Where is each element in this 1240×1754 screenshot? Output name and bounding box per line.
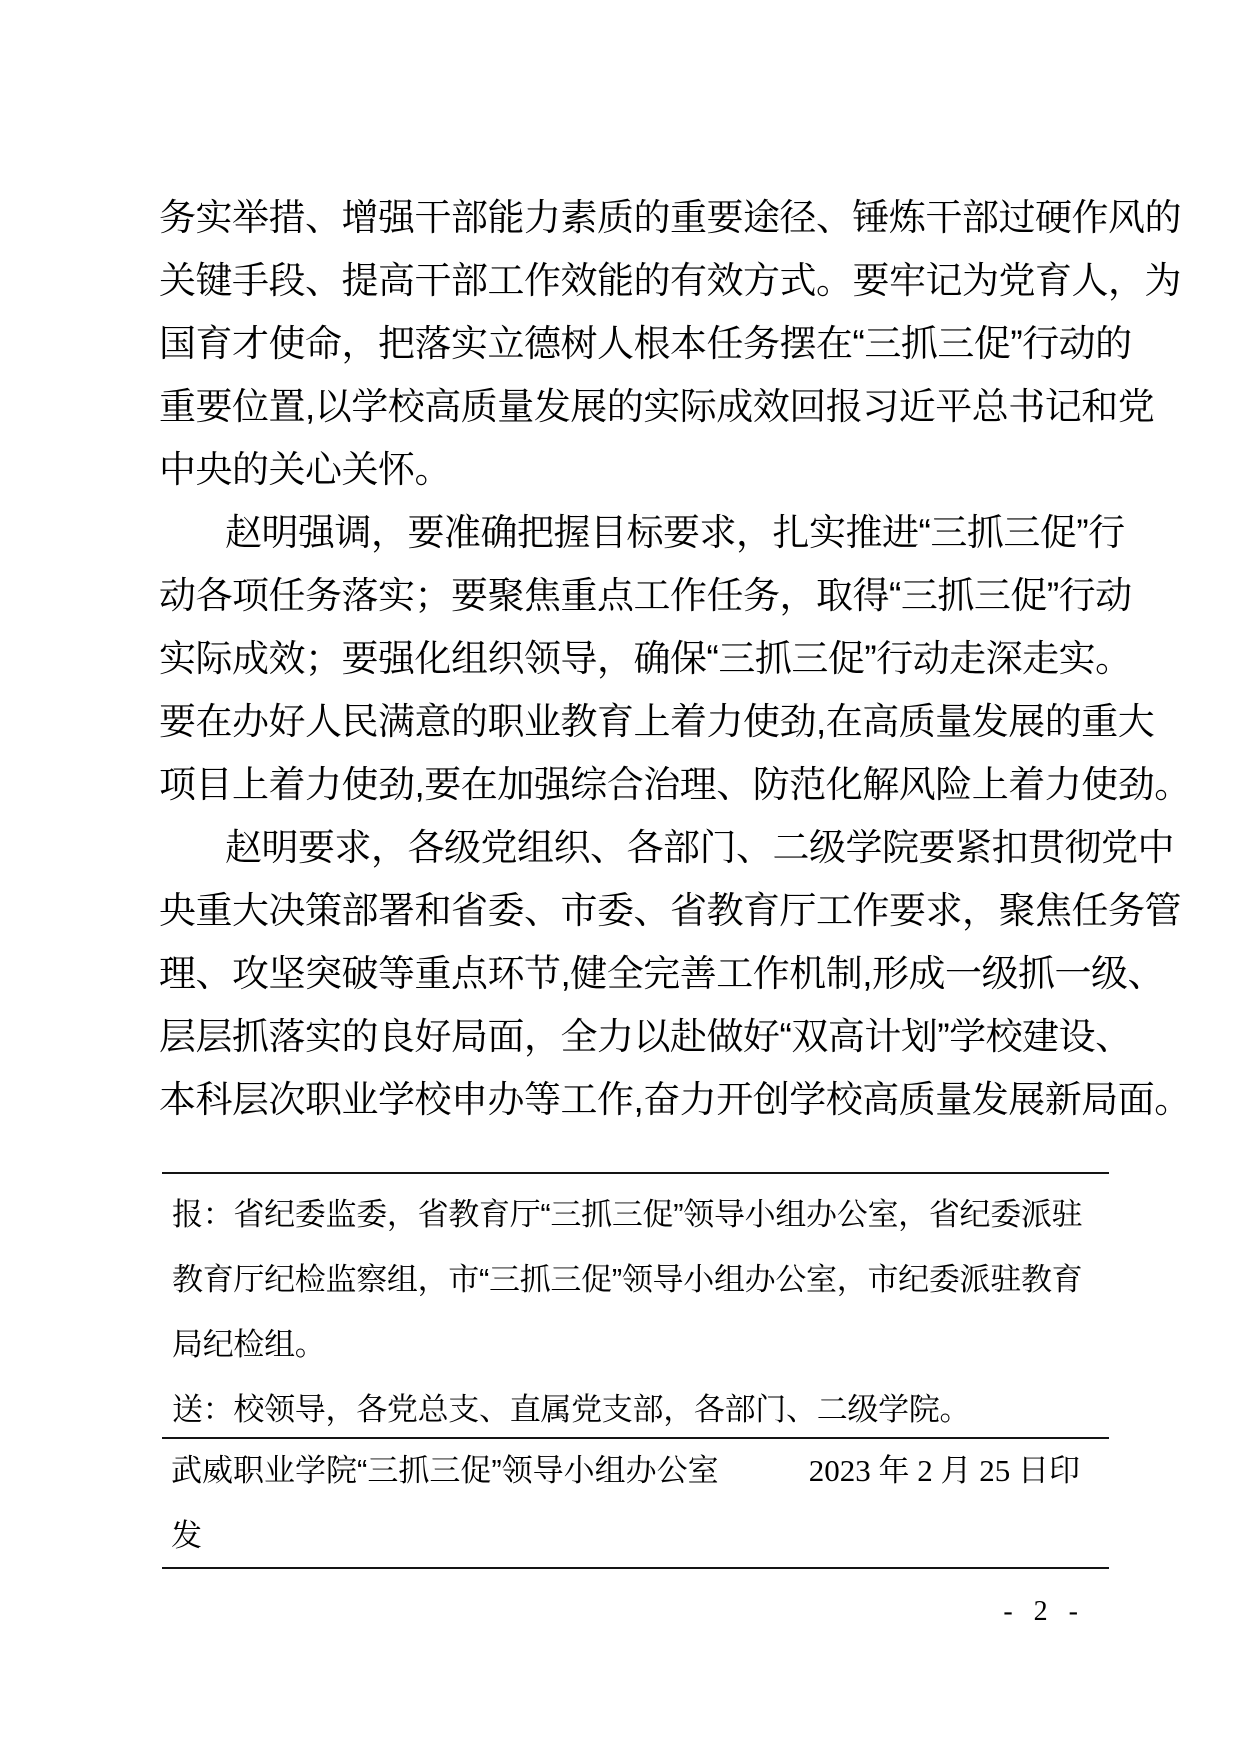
page-number: - 2 - <box>1003 1596 1085 1627</box>
body-line: 中央的关心关怀。 <box>159 449 451 490</box>
issuing-office: 武威职业学院“三抓三促”领导小组办公室 <box>171 1453 719 1488</box>
body-line: 赵明要求，各级党组织、各部门、二级学院要紧扣贯彻党中 <box>225 827 1174 868</box>
body-line: 赵明强调，要准确把握目标要求，扎实推进“三抓三促”行 <box>225 512 1125 553</box>
note-line: 报：省纪委监委，省教育厅“三抓三促”领导小组办公室，省纪委派驻 <box>172 1197 1083 1232</box>
body-line: 要在办好人民满意的职业教育上着力使劲,在高质量发展的重大 <box>159 701 1155 742</box>
body-line: 理、攻坚突破等重点环节,健全完善工作机制,形成一级抓一级、 <box>159 953 1165 994</box>
body-line: 务实举措、增强干部能力素质的重要途径、锤炼干部过硬作风的 <box>159 197 1181 238</box>
body-line: 实际成效；要强化组织领导，确保“三抓三促”行动走深走实。 <box>159 638 1132 679</box>
footer-bottom-rule <box>162 1567 1109 1569</box>
note-line: 送：校领导，各党总支、直属党支部，各部门、二级学院。 <box>172 1392 971 1427</box>
body-line: 项目上着力使劲,要在加强综合治理、防范化解风险上着力使劲。 <box>159 764 1191 805</box>
cc-notes <box>172 1196 1087 1456</box>
body-line: 本科层次职业学校申办等工作,奋力开创学校高质量发展新局面。 <box>159 1079 1191 1120</box>
print-footer-line <box>171 1452 1080 1517</box>
footer-top-rule <box>162 1437 1109 1439</box>
print-footer <box>171 1452 1080 1582</box>
print-date: 2023 年 2 月 25 日印 <box>808 1453 1080 1488</box>
body-line: 重要位置,以学校高质量发展的实际成效回报习近平总书记和党 <box>159 386 1155 427</box>
print-date-wrap: 发 <box>171 1518 202 1553</box>
note-line: 教育厅纪检监察组，市“三抓三促”领导小组办公室，市纪委派驻教育 <box>172 1262 1083 1297</box>
body-line: 央重大决策部署和省委、市委、省教育厅工作要求，聚焦任务管 <box>159 890 1181 931</box>
document-body <box>159 197 1191 1142</box>
notes-top-rule <box>162 1172 1109 1174</box>
body-line: 关键手段、提高干部工作效能的有效方式。要牢记为党育人，为 <box>159 260 1181 301</box>
body-line: 国育才使命，把落实立德树人根本任务摆在“三抓三促”行动的 <box>159 323 1132 364</box>
body-line: 动各项任务落实；要聚焦重点工作任务，取得“三抓三促”行动 <box>159 575 1132 616</box>
body-line: 层层抓落实的良好局面，全力以赴做好“双高计划”学校建设、 <box>159 1016 1132 1057</box>
note-line: 局纪检组。 <box>172 1327 326 1362</box>
